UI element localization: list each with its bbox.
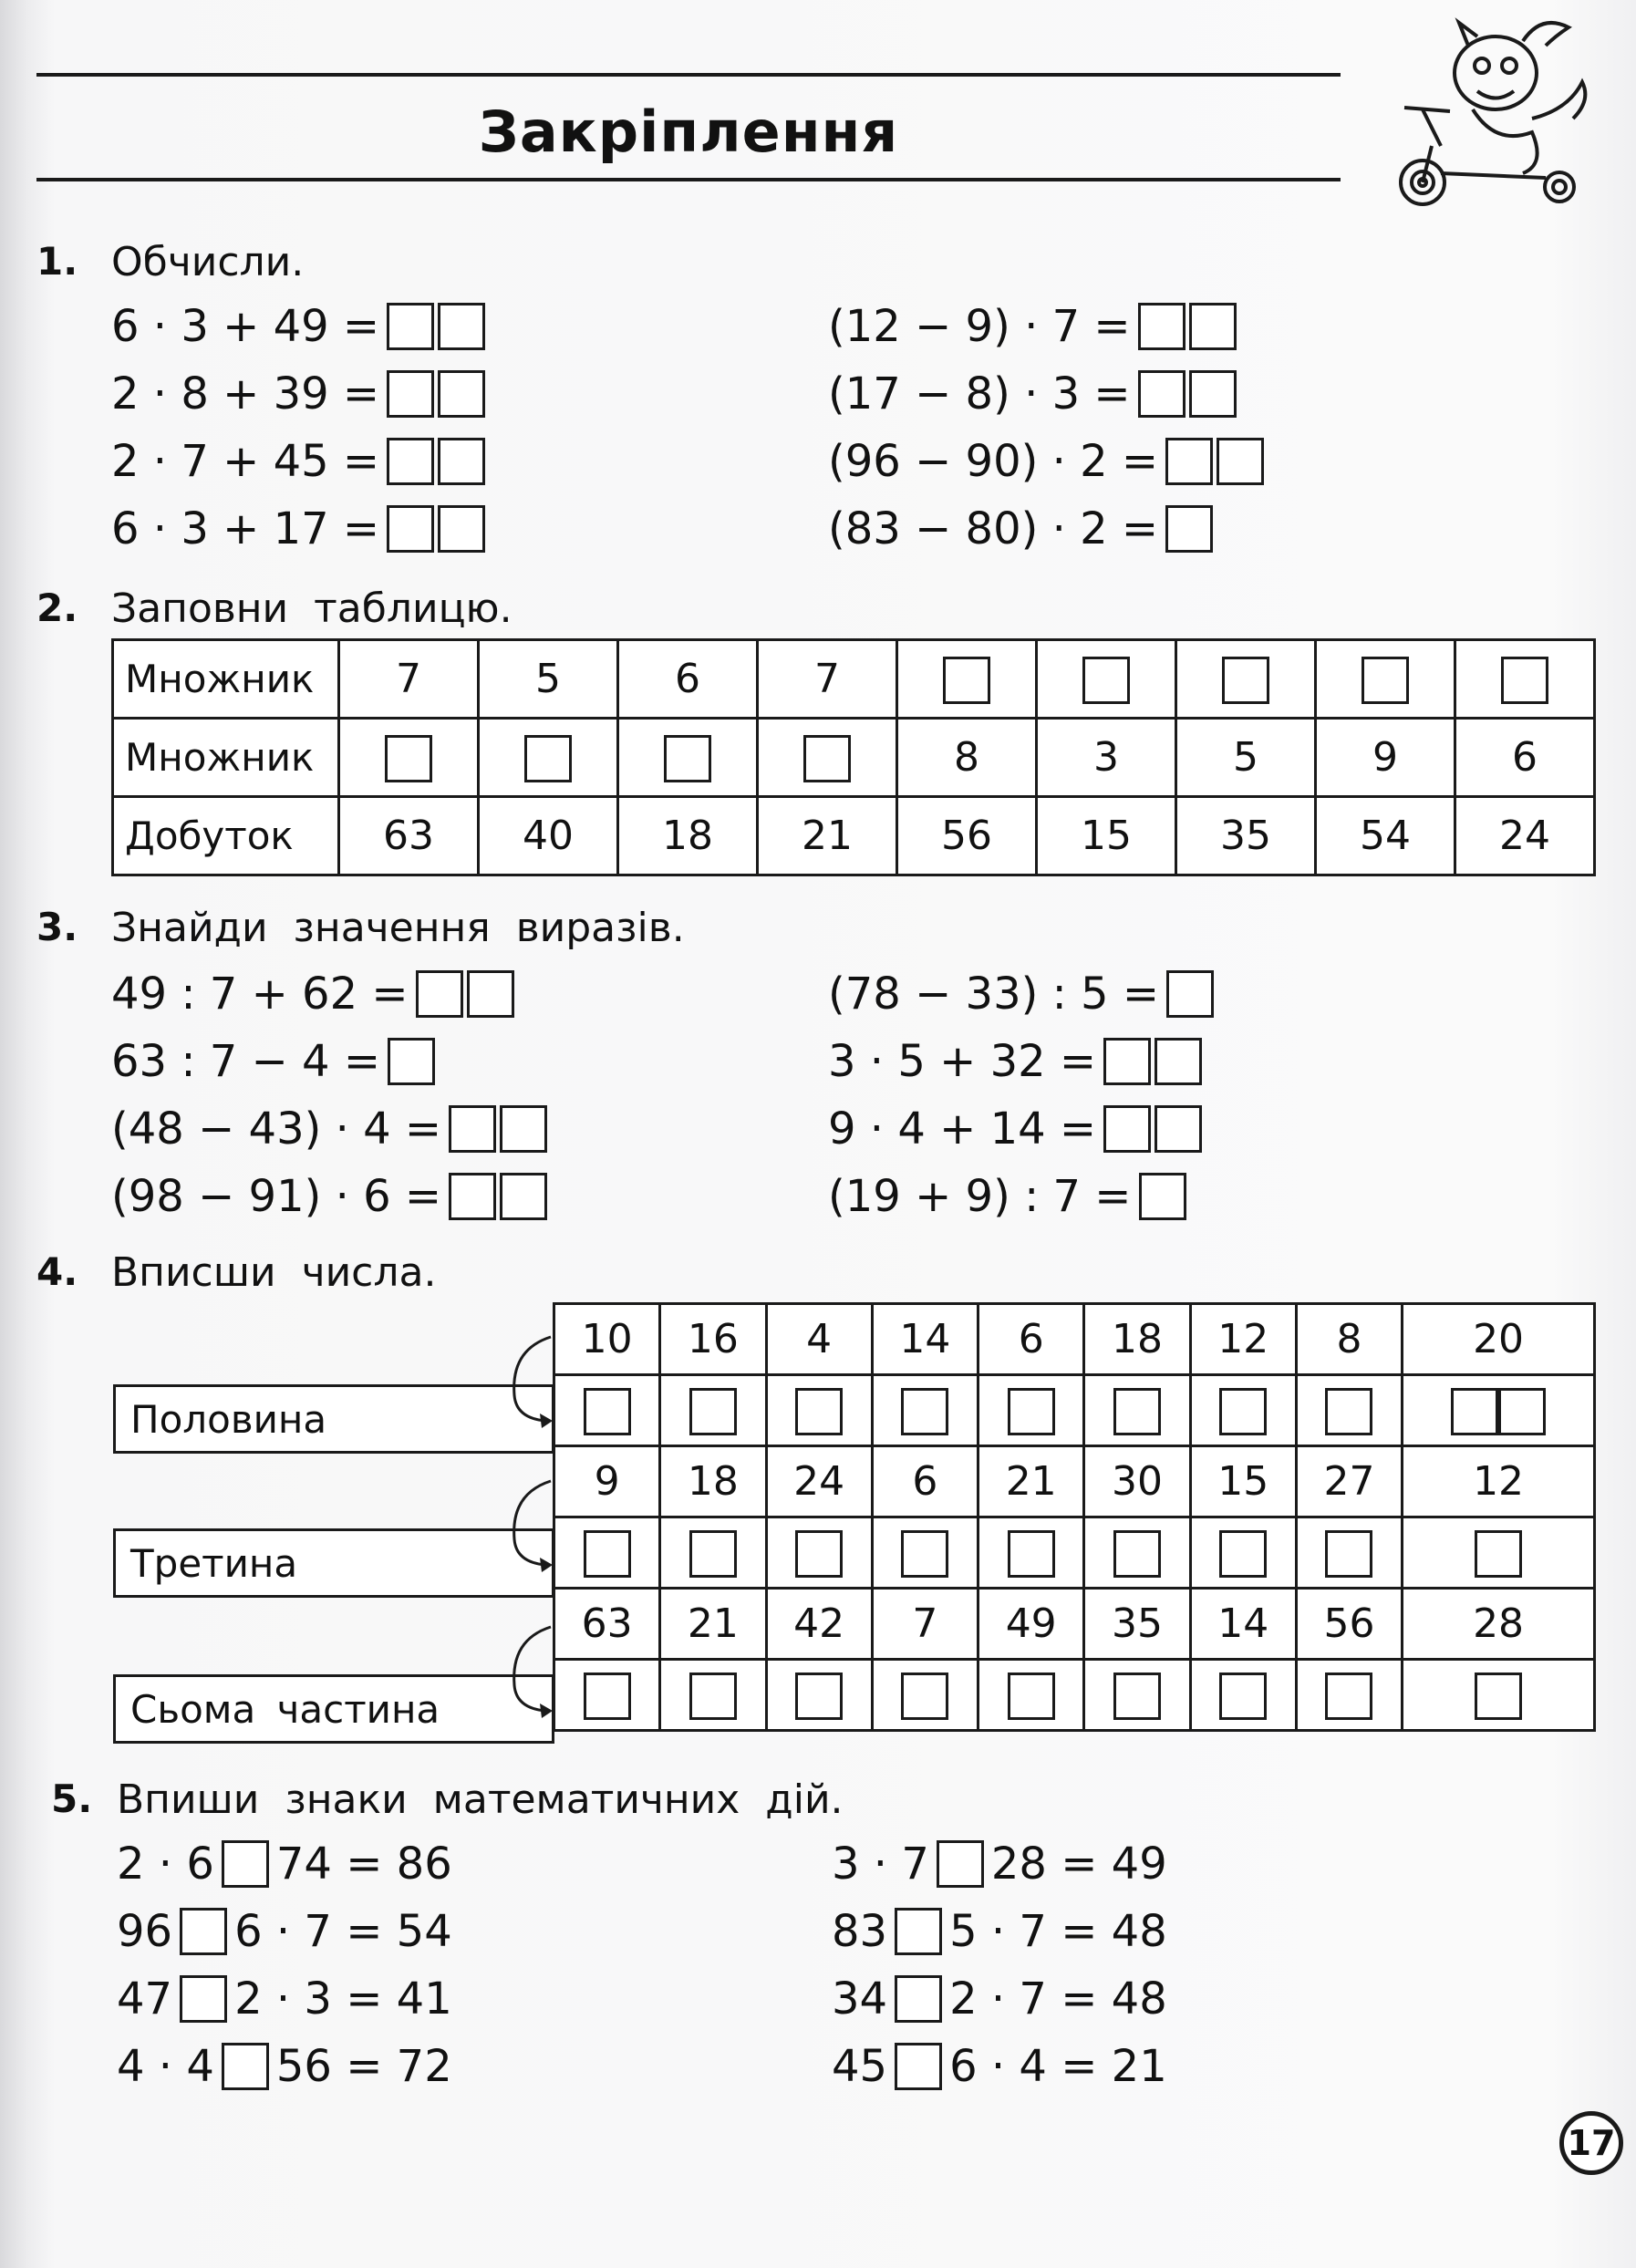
cell: 6 bbox=[1455, 719, 1595, 797]
expression-part: 96 bbox=[117, 1906, 173, 1957]
top-rule bbox=[36, 73, 1341, 77]
cell: 18 bbox=[618, 797, 758, 875]
answer-box[interactable] bbox=[416, 970, 463, 1018]
answer-box[interactable] bbox=[524, 735, 572, 782]
cell: 14 bbox=[1190, 1589, 1296, 1660]
arrows bbox=[492, 1304, 565, 1760]
cell bbox=[1190, 1375, 1296, 1446]
answer-box[interactable] bbox=[1082, 657, 1130, 704]
row-label: Множник bbox=[113, 719, 339, 797]
answer-box[interactable] bbox=[438, 438, 485, 485]
cell bbox=[978, 1375, 1084, 1446]
answer-box[interactable] bbox=[1475, 1530, 1522, 1578]
answer-box[interactable] bbox=[1217, 438, 1264, 485]
expression: 3 · 5 + 32 = bbox=[828, 1036, 1097, 1087]
cell bbox=[554, 1660, 660, 1731]
cell bbox=[897, 640, 1037, 719]
multiplication-table bbox=[111, 638, 1596, 876]
t3-right-row-1 bbox=[828, 968, 1221, 1020]
task5-number: 5. bbox=[51, 1776, 93, 1821]
cell: 16 bbox=[660, 1304, 766, 1375]
cell: 24 bbox=[1455, 797, 1595, 875]
expression: 63 : 7 − 4 = bbox=[111, 1036, 381, 1087]
task1-number: 1. bbox=[36, 239, 78, 284]
third-source-row bbox=[554, 1446, 1595, 1517]
cell: 8 bbox=[897, 719, 1037, 797]
cell: 35 bbox=[1176, 797, 1316, 875]
cell: 7 bbox=[758, 640, 897, 719]
t5-right-row-3 bbox=[832, 1973, 1167, 2025]
cell bbox=[1296, 1517, 1402, 1589]
t5-left-row-2 bbox=[117, 1906, 452, 1957]
half-answer-row bbox=[554, 1375, 1595, 1446]
cell bbox=[1190, 1660, 1296, 1731]
cell: 27 bbox=[1296, 1446, 1402, 1517]
expression-part: 3 · 7 bbox=[832, 1838, 929, 1890]
answer-box[interactable] bbox=[500, 1105, 547, 1153]
cell: 21 bbox=[758, 797, 897, 875]
cell: 21 bbox=[660, 1589, 766, 1660]
answer-box[interactable] bbox=[387, 370, 434, 418]
t5-left-row-1 bbox=[117, 1838, 452, 1890]
expression: 2 · 8 + 39 = bbox=[111, 368, 380, 419]
cell: 5 bbox=[1176, 719, 1316, 797]
answer-box[interactable] bbox=[901, 1388, 948, 1435]
t1-left-row-4 bbox=[111, 503, 492, 554]
answer-box[interactable] bbox=[689, 1530, 737, 1578]
cell: 24 bbox=[766, 1446, 872, 1517]
cell bbox=[1190, 1517, 1296, 1589]
page-number: 17 bbox=[1559, 2111, 1623, 2175]
answer-box[interactable] bbox=[438, 303, 485, 350]
t1-right-row-3 bbox=[828, 436, 1271, 487]
cell bbox=[1316, 640, 1455, 719]
cell: 8 bbox=[1296, 1304, 1402, 1375]
answer-box[interactable] bbox=[1113, 1673, 1161, 1720]
task4-number: 4. bbox=[36, 1249, 78, 1294]
expression-part: 4 · 4 bbox=[117, 2041, 214, 2092]
task2-number: 2. bbox=[36, 585, 78, 630]
sign-box[interactable] bbox=[895, 1975, 942, 2023]
answer-box[interactable] bbox=[1165, 505, 1213, 553]
task1-heading: Обчисли. bbox=[111, 239, 305, 285]
title-underline bbox=[36, 178, 1341, 181]
cell: 49 bbox=[978, 1589, 1084, 1660]
cell: 6 bbox=[978, 1304, 1084, 1375]
answer-box[interactable] bbox=[1113, 1530, 1161, 1578]
cell: 3 bbox=[1037, 719, 1176, 797]
cell bbox=[1084, 1517, 1190, 1589]
t5-right-row-2 bbox=[832, 1906, 1167, 1957]
cell: 6 bbox=[618, 640, 758, 719]
factor2-row bbox=[113, 719, 1595, 797]
cell: 63 bbox=[339, 797, 479, 875]
cell: 10 bbox=[554, 1304, 660, 1375]
cell: 9 bbox=[1316, 719, 1455, 797]
factor1-row bbox=[113, 640, 1595, 719]
cell bbox=[554, 1517, 660, 1589]
answer-box[interactable] bbox=[387, 303, 434, 350]
sign-box[interactable] bbox=[937, 1840, 984, 1888]
cell bbox=[479, 719, 618, 797]
expression-part: 5 · 7 = 48 bbox=[949, 1906, 1167, 1957]
cell bbox=[1296, 1660, 1402, 1731]
cell bbox=[978, 1660, 1084, 1731]
cell bbox=[554, 1375, 660, 1446]
cell bbox=[1176, 640, 1316, 719]
answer-box[interactable] bbox=[388, 1038, 435, 1085]
answer-box[interactable] bbox=[795, 1388, 843, 1435]
answer-box[interactable] bbox=[901, 1673, 948, 1720]
cell: 15 bbox=[1190, 1446, 1296, 1517]
cell: 12 bbox=[1190, 1304, 1296, 1375]
answer-box[interactable] bbox=[1008, 1388, 1055, 1435]
label-half bbox=[113, 1384, 554, 1454]
expression: (48 − 43) · 4 = bbox=[111, 1103, 442, 1155]
cell bbox=[1403, 1660, 1595, 1731]
cell bbox=[872, 1660, 978, 1731]
answer-box[interactable] bbox=[1189, 303, 1237, 350]
label-seventh bbox=[113, 1674, 554, 1744]
cell: 5 bbox=[479, 640, 618, 719]
cell: 18 bbox=[1084, 1304, 1190, 1375]
expression: (96 − 90) · 2 = bbox=[828, 436, 1159, 487]
answer-box[interactable] bbox=[438, 505, 485, 553]
answer-box[interactable] bbox=[387, 505, 434, 553]
task5-heading: Впиши знаки математичних дій. bbox=[117, 1776, 844, 1823]
product-row bbox=[113, 797, 1595, 875]
answer-box[interactable] bbox=[1219, 1388, 1267, 1435]
expression-part: 6 · 7 = 54 bbox=[234, 1906, 452, 1957]
answer-box[interactable] bbox=[1451, 1388, 1498, 1435]
expression-part: 74 = 86 bbox=[275, 1838, 452, 1890]
expression: (83 − 80) · 2 = bbox=[828, 503, 1159, 554]
cell bbox=[1403, 1375, 1595, 1446]
label-third bbox=[113, 1528, 554, 1598]
cell bbox=[766, 1660, 872, 1731]
sign-box[interactable] bbox=[895, 2043, 942, 2090]
task3-number: 3. bbox=[36, 905, 78, 949]
cell bbox=[1403, 1517, 1595, 1589]
answer-box[interactable] bbox=[500, 1173, 547, 1220]
t3-right-row-3 bbox=[828, 1103, 1209, 1155]
expression-part: 83 bbox=[832, 1906, 888, 1957]
cell: 63 bbox=[554, 1589, 660, 1660]
answer-box[interactable] bbox=[1166, 970, 1214, 1018]
answer-box[interactable] bbox=[1219, 1673, 1267, 1720]
label-text: Сьома частина bbox=[130, 1686, 440, 1732]
answer-box[interactable] bbox=[1325, 1673, 1372, 1720]
cell: 28 bbox=[1403, 1589, 1595, 1660]
cell: 6 bbox=[872, 1446, 978, 1517]
cell bbox=[660, 1660, 766, 1731]
cell: 56 bbox=[1296, 1589, 1402, 1660]
cell: 20 bbox=[1403, 1304, 1595, 1375]
expression: 49 : 7 + 62 = bbox=[111, 968, 409, 1020]
answer-box[interactable] bbox=[1501, 657, 1548, 704]
answer-box[interactable] bbox=[387, 438, 434, 485]
cell bbox=[1084, 1660, 1190, 1731]
cell: 18 bbox=[660, 1446, 766, 1517]
cell: 21 bbox=[978, 1446, 1084, 1517]
answer-box[interactable] bbox=[1008, 1530, 1055, 1578]
t5-right-row-1 bbox=[832, 1838, 1167, 1890]
sign-box[interactable] bbox=[222, 2043, 269, 2090]
answer-box[interactable] bbox=[664, 735, 711, 782]
cell bbox=[1037, 640, 1176, 719]
expression: 2 · 7 + 45 = bbox=[111, 436, 380, 487]
expression: (12 − 9) · 7 = bbox=[828, 301, 1131, 352]
page-title: Закріплення bbox=[478, 98, 899, 165]
t5-right-row-4 bbox=[832, 2041, 1167, 2092]
answer-box[interactable] bbox=[1362, 657, 1409, 704]
sign-box[interactable] bbox=[180, 1975, 227, 2023]
t1-right-row-1 bbox=[828, 301, 1244, 352]
expression: (78 − 33) : 5 = bbox=[828, 968, 1160, 1020]
task3-heading: Знайди значення виразів. bbox=[111, 905, 685, 951]
answer-box[interactable] bbox=[1139, 1173, 1186, 1220]
cell bbox=[1296, 1375, 1402, 1446]
cell: 40 bbox=[479, 797, 618, 875]
cell: 35 bbox=[1084, 1589, 1190, 1660]
t3-right-row-4 bbox=[828, 1171, 1194, 1222]
t3-left-row-2 bbox=[111, 1036, 442, 1087]
answer-box[interactable] bbox=[943, 657, 990, 704]
t1-left-row-1 bbox=[111, 301, 492, 352]
cell bbox=[766, 1517, 872, 1589]
cell: 14 bbox=[872, 1304, 978, 1375]
answer-box[interactable] bbox=[584, 1530, 631, 1578]
cell: 15 bbox=[1037, 797, 1176, 875]
cell: 4 bbox=[766, 1304, 872, 1375]
cell: 12 bbox=[1403, 1446, 1595, 1517]
label-text: Половина bbox=[130, 1396, 327, 1442]
t1-left-row-2 bbox=[111, 368, 492, 419]
expression-part: 34 bbox=[832, 1973, 888, 2025]
t1-right-row-4 bbox=[828, 503, 1220, 554]
answer-box[interactable] bbox=[449, 1105, 496, 1153]
cell bbox=[978, 1517, 1084, 1589]
answer-box[interactable] bbox=[1325, 1530, 1372, 1578]
answer-box[interactable] bbox=[1189, 370, 1237, 418]
answer-box[interactable] bbox=[1325, 1388, 1372, 1435]
answer-box[interactable] bbox=[1138, 303, 1186, 350]
sign-box[interactable] bbox=[895, 1908, 942, 1955]
expression: (98 − 91) · 6 = bbox=[111, 1171, 442, 1222]
cell bbox=[758, 719, 897, 797]
expression: 6 · 3 + 49 = bbox=[111, 301, 380, 352]
dragon-on-scooter-illustration bbox=[1386, 9, 1596, 210]
row-label: Добуток bbox=[113, 797, 339, 875]
expression: 6 · 3 + 17 = bbox=[111, 503, 380, 554]
seventh-answer-row bbox=[554, 1660, 1595, 1731]
cell bbox=[1455, 640, 1595, 719]
seventh-source-row bbox=[554, 1589, 1595, 1660]
half-source-row bbox=[554, 1304, 1595, 1375]
answer-box[interactable] bbox=[1475, 1673, 1522, 1720]
sign-box[interactable] bbox=[222, 1840, 269, 1888]
cell: 56 bbox=[897, 797, 1037, 875]
t3-left-row-3 bbox=[111, 1103, 554, 1155]
row-label: Множник bbox=[113, 640, 339, 719]
expression-part: 2 · 3 = 41 bbox=[234, 1973, 452, 2025]
cell: 42 bbox=[766, 1589, 872, 1660]
third-answer-row bbox=[554, 1517, 1595, 1589]
answer-box[interactable] bbox=[584, 1388, 631, 1435]
cell bbox=[660, 1375, 766, 1446]
expression: (17 − 8) · 3 = bbox=[828, 368, 1131, 419]
answer-box[interactable] bbox=[1138, 370, 1186, 418]
t1-right-row-2 bbox=[828, 368, 1244, 419]
answer-box[interactable] bbox=[584, 1673, 631, 1720]
answer-box[interactable] bbox=[795, 1530, 843, 1578]
answer-box[interactable] bbox=[689, 1673, 737, 1720]
expression-part: 56 = 72 bbox=[275, 2041, 452, 2092]
answer-box[interactable] bbox=[1113, 1388, 1161, 1435]
task4-heading: Вписши числа. bbox=[111, 1249, 437, 1296]
answer-box[interactable] bbox=[1165, 438, 1213, 485]
answer-box[interactable] bbox=[1498, 1388, 1546, 1435]
t3-left-row-4 bbox=[111, 1171, 554, 1222]
answer-box[interactable] bbox=[795, 1673, 843, 1720]
cell bbox=[766, 1375, 872, 1446]
cell bbox=[660, 1517, 766, 1589]
label-text: Третина bbox=[130, 1540, 298, 1586]
t1-left-row-3 bbox=[111, 436, 492, 487]
expression-part: 47 bbox=[117, 1973, 173, 2025]
cell bbox=[872, 1517, 978, 1589]
cell: 7 bbox=[872, 1589, 978, 1660]
cell: 54 bbox=[1316, 797, 1455, 875]
answer-box[interactable] bbox=[689, 1388, 737, 1435]
answer-box[interactable] bbox=[1219, 1530, 1267, 1578]
answer-box[interactable] bbox=[438, 370, 485, 418]
answer-box[interactable] bbox=[803, 735, 851, 782]
answer-box[interactable] bbox=[385, 735, 432, 782]
cell: 30 bbox=[1084, 1446, 1190, 1517]
cell: 9 bbox=[554, 1446, 660, 1517]
t5-left-row-3 bbox=[117, 1973, 452, 2025]
expression: (19 + 9) : 7 = bbox=[828, 1171, 1132, 1222]
cell bbox=[618, 719, 758, 797]
answer-box[interactable] bbox=[1103, 1038, 1151, 1085]
answer-box[interactable] bbox=[1155, 1105, 1202, 1153]
answer-box[interactable] bbox=[1155, 1038, 1202, 1085]
t3-right-row-2 bbox=[828, 1036, 1209, 1087]
cell: 7 bbox=[339, 640, 479, 719]
expression-part: 45 bbox=[832, 2041, 888, 2092]
expression-part: 2 · 6 bbox=[117, 1838, 214, 1890]
expression: 9 · 4 + 14 = bbox=[828, 1103, 1097, 1155]
answer-box[interactable] bbox=[467, 970, 514, 1018]
answer-box[interactable] bbox=[1103, 1105, 1151, 1153]
answer-box[interactable] bbox=[901, 1530, 948, 1578]
t5-left-row-4 bbox=[117, 2041, 452, 2092]
cell bbox=[339, 719, 479, 797]
sign-box[interactable] bbox=[180, 1908, 227, 1955]
answer-box[interactable] bbox=[1222, 657, 1269, 704]
cell bbox=[1084, 1375, 1190, 1446]
answer-box[interactable] bbox=[1008, 1673, 1055, 1720]
expression-part: 28 = 49 bbox=[990, 1838, 1167, 1890]
expression-part: 2 · 7 = 48 bbox=[949, 1973, 1167, 2025]
answer-box[interactable] bbox=[449, 1173, 496, 1220]
fractions-grid bbox=[553, 1302, 1596, 1732]
t3-left-row-1 bbox=[111, 968, 522, 1020]
expression-part: 6 · 4 = 21 bbox=[949, 2041, 1167, 2092]
cell bbox=[872, 1375, 978, 1446]
task2-heading: Заповни таблицю. bbox=[111, 585, 513, 632]
